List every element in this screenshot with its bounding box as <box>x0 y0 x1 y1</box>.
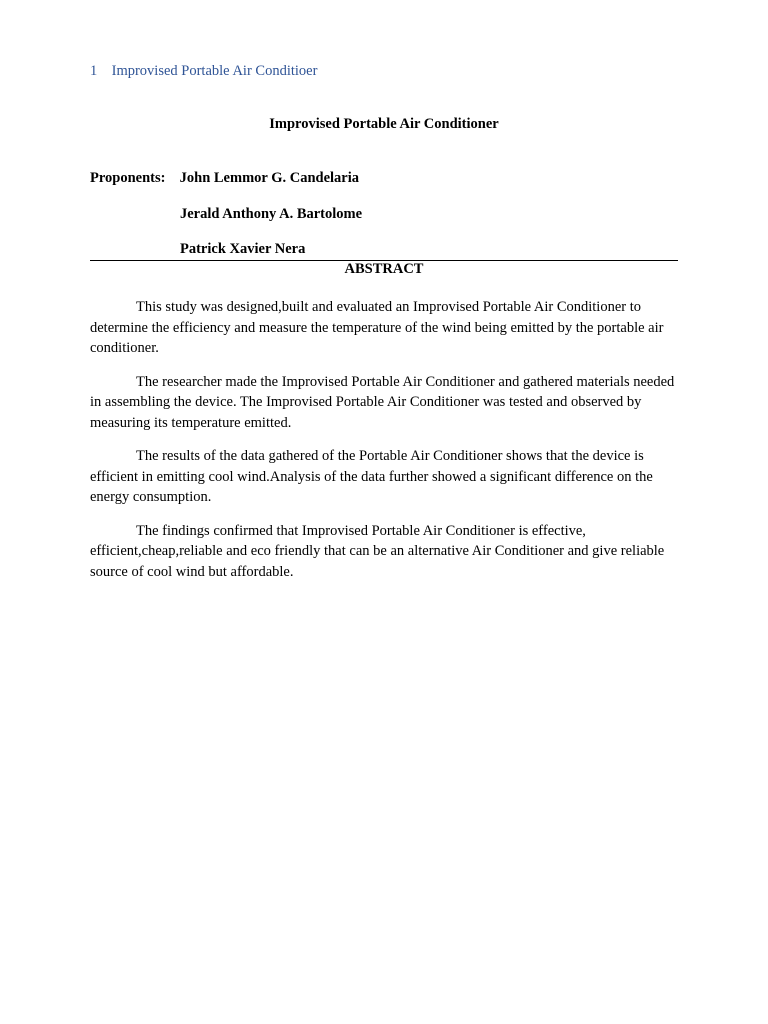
header-title: Improvised Portable Air Conditioer <box>111 63 318 79</box>
proponent-name: Patrick Xavier Nera <box>180 241 306 257</box>
proponents-label: Proponents: <box>90 170 166 186</box>
running-header <box>90 63 317 80</box>
document-title: Improvised Portable Air Conditioner <box>269 116 499 132</box>
abstract-body <box>90 297 678 595</box>
abstract-paragraph: The results of the data gathered of the Portable Air Conditioner shows that the device is efficient in emitting cool wind.Analysis of the data further showed a significant difference on the energy consumption. <box>90 448 653 505</box>
abstract-paragraph: The researcher made the Improvised Portable Air Conditioner and gathered materials needed in assembling the device. The Improvised Portable Air Conditioner was tested and observed by measuring its temperature emitted. <box>90 373 675 431</box>
abstract-heading: ABSTRACT <box>344 261 424 277</box>
proponent-row <box>90 170 362 206</box>
proponent-name: John Lemmor G. Candelaria <box>179 170 359 186</box>
header-page-number: 1 <box>90 63 98 79</box>
proponent-row <box>90 206 362 242</box>
abstract-paragraph: This study was designed,built and evaluated an Improvised Portable Air Conditioner to determine the efficiency and measure the temperature of the wind being emitted by the portable air conditioner. <box>90 299 664 356</box>
proponent-name: Jerald Anthony A. Bartolome <box>180 205 363 222</box>
abstract-paragraph: The findings confirmed that Improvised Portable Air Conditioner is effective, efficient,cheap,reliable and eco friendly that can be an alternative Air Conditioner and give reliable source of cool wind but affordable. <box>90 522 665 580</box>
